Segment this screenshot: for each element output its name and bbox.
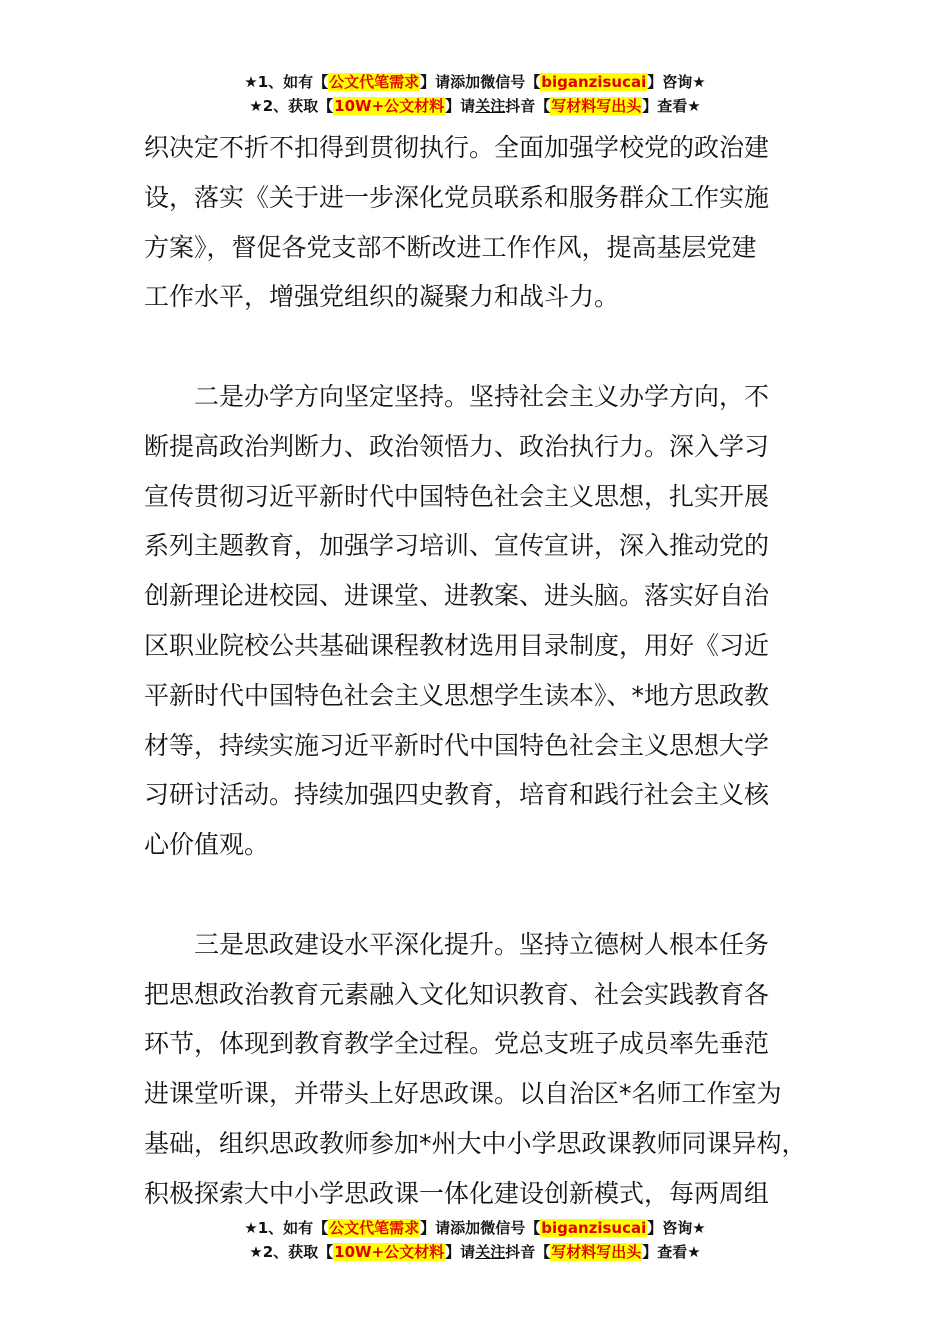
star-icon: ★ <box>244 73 258 91</box>
banner-line-2: ★2、获取【10W+公文材料】请关注抖音【写材料写出头】查看★ <box>249 1243 701 1261</box>
footer-banner <box>0 1216 950 1264</box>
text-line: 工作水平，增强党组织的凝聚力和战斗力。 <box>144 282 620 312</box>
text-line: 创新理论进校园、进课堂、进教案、进头脑。落实好自治 <box>144 581 770 611</box>
document-body <box>144 123 809 1219</box>
text-line: 方案》，督促各党支部不断改进工作作风，提高基层党建 <box>144 232 757 262</box>
text-line: 三是思政建设水平深化提升。坚持立德树人根本任务 <box>144 929 770 959</box>
star-icon: ★ <box>249 1243 263 1261</box>
text-line: 系列主题教育，加强学习培训、宣传宣讲，深入推动党的 <box>144 531 770 561</box>
text-line: 积极探索大中小学思政课一体化建设创新模式，每两周组 <box>144 1178 770 1208</box>
paragraph-2 <box>144 372 809 870</box>
paragraph-gap <box>144 322 809 372</box>
text-line: 环节，体现到教育教学全过程。党总支班子成员率先垂范 <box>144 1029 770 1059</box>
text-line: 把思想政治教育元素融入文化知识教育、社会实践教育各 <box>144 979 770 1009</box>
banner-line-1: ★1、如有【公文代笔需求】请添加微信号【biganzisucai】咨询★ <box>244 1219 706 1237</box>
text-line: 基础，组织思政教师参加*州大中小学思政课教师同课异构， <box>144 1128 807 1158</box>
star-icon: ★ <box>692 73 706 91</box>
paragraph-1 <box>144 123 809 322</box>
banner-line-1: ★1、如有【公文代笔需求】请添加微信号【biganzisucai】咨询★ <box>244 73 706 91</box>
text-line: 区职业院校公共基础课程教材选用目录制度，用好《习近 <box>144 630 770 660</box>
highlight-service: 公文代笔需求 <box>329 73 420 91</box>
header-banner <box>0 70 950 118</box>
paragraph-3 <box>144 920 809 1219</box>
text-line: 织决定不折不扣得到贯彻执行。全面加强学校党的政治建 <box>144 133 770 162</box>
star-icon: ★ <box>249 97 263 115</box>
highlight-douyin-account: 写材料写出头 <box>551 1243 642 1261</box>
text-line: 进课堂听课，并带头上好思政课。以自治区*名师工作室为 <box>144 1079 782 1109</box>
emphasis-add: 添加 <box>450 73 481 91</box>
paragraph-gap <box>144 870 809 920</box>
highlight-materials: 10W+公文材料 <box>334 97 445 115</box>
text-line: 心价值观。 <box>144 830 270 860</box>
highlight-materials: 10W+公文材料 <box>334 1243 445 1261</box>
highlight-wechat-id: biganzisucai <box>541 1219 647 1237</box>
text-line: 断提高政治判断力、政治领悟力、政治执行力。深入学习 <box>144 431 770 461</box>
star-icon: ★ <box>687 1243 701 1261</box>
star-icon: ★ <box>692 1219 706 1237</box>
emphasis-add: 添加 <box>450 1219 481 1237</box>
text-line: 二是办学方向坚定坚持。坚持社会主义办学方向，不 <box>144 381 770 411</box>
text-line: 平新时代中国特色社会主义思想学生读本》、*地方思政教 <box>144 680 770 710</box>
text-line: 设，落实《关于进一步深化党员联系和服务群众工作实施 <box>144 182 770 212</box>
text-line: 宣传贯彻习近平新时代中国特色社会主义思想，扎实开展 <box>144 481 770 511</box>
text-line: 习研讨活动。持续加强四史教育，培育和践行社会主义核 <box>144 780 770 810</box>
highlight-wechat-id: biganzisucai <box>541 73 647 91</box>
banner-line-2: ★2、获取【10W+公文材料】请关注抖音【写材料写出头】查看★ <box>249 97 701 115</box>
emphasis-follow: 关注 <box>475 97 506 115</box>
star-icon: ★ <box>244 1219 258 1237</box>
star-icon: ★ <box>687 97 701 115</box>
text-line: 材等，持续实施习近平新时代中国特色社会主义思想大学 <box>144 730 770 760</box>
highlight-douyin-account: 写材料写出头 <box>551 97 642 115</box>
emphasis-follow: 关注 <box>475 1243 506 1261</box>
highlight-service: 公文代笔需求 <box>329 1219 420 1237</box>
